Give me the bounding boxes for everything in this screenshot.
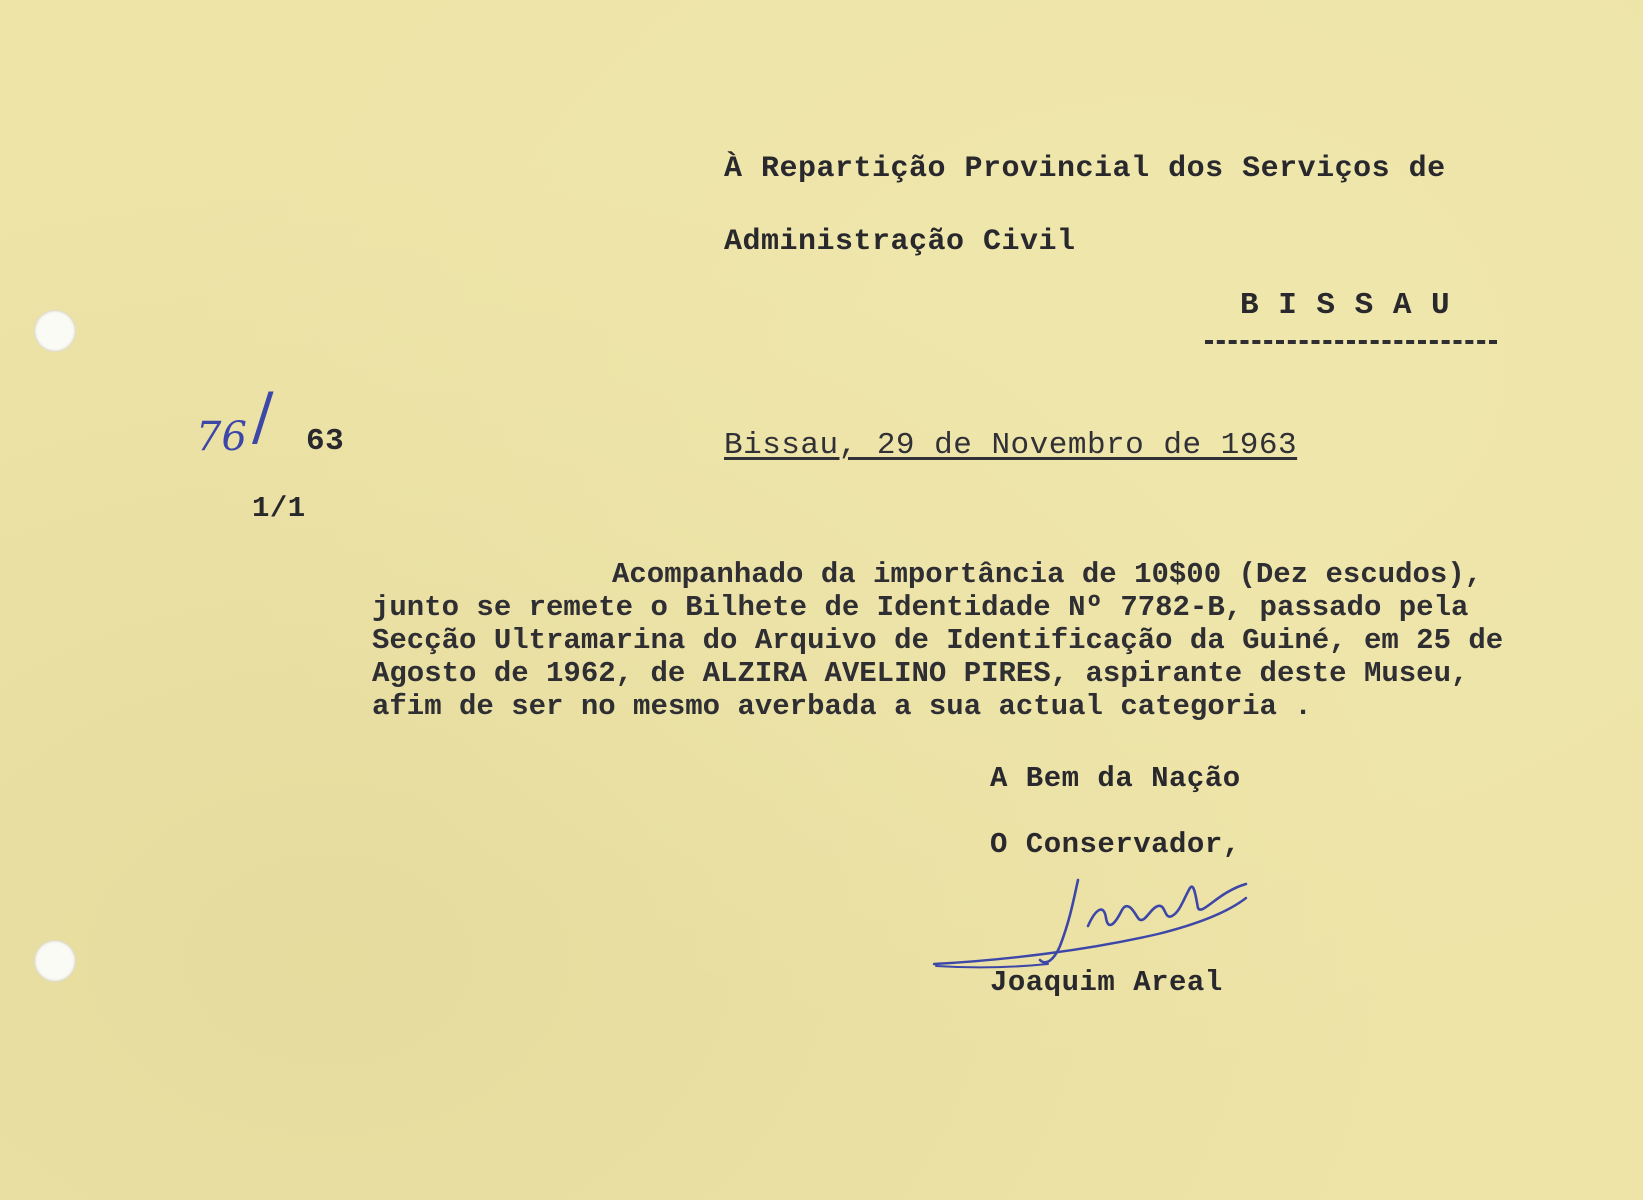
body-line-1: Acompanhado da importância de 10$00 (Dez escudos), — [612, 558, 1483, 591]
body-line-4: Agosto de 1962, de ALZIRA AVELINO PIRES, aspirante deste Museu, — [372, 657, 1469, 690]
punch-hole-top — [34, 310, 76, 352]
signatory-name: Joaquim Areal — [990, 966, 1223, 999]
closing-title: O Conservador, — [990, 828, 1241, 861]
reference-year: 63 — [306, 424, 345, 459]
reference-number-handwritten: 76 — [196, 414, 247, 460]
punch-hole-bottom — [34, 940, 76, 982]
closing-salutation: A Bem da Nação — [990, 762, 1241, 795]
date-line: Bissau, 29 de Novembro de 1963 — [724, 428, 1298, 463]
addressee-line-2: Administração Civil — [724, 225, 1076, 259]
letter-body — [372, 558, 1642, 723]
body-line-3: Secção Ultramarina do Arquivo de Identificação da Guiné, em 25 de — [372, 624, 1504, 657]
body-line-5: afim de ser no mesmo averbada a sua actual categoria . — [372, 690, 1312, 723]
reference-slash: / — [252, 380, 274, 454]
city-underline — [1205, 340, 1497, 344]
reference-page: 1/1 — [252, 492, 306, 525]
addressee-city: B I S S A U — [1240, 288, 1451, 323]
body-line-2: junto se remete o Bilhete de Identidade Nº 7782-B, passado pela — [372, 591, 1469, 624]
addressee-line-1: À Repartição Provincial dos Serviços de — [724, 152, 1446, 186]
signature-scribble — [928, 868, 1258, 978]
